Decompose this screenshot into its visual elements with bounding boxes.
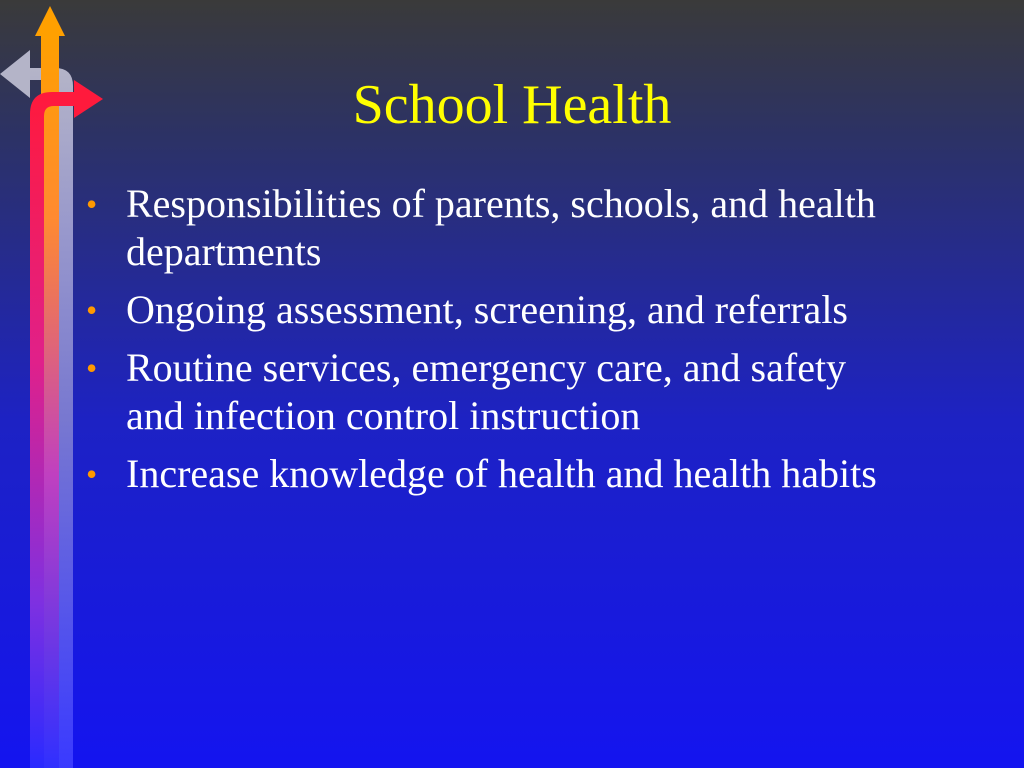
bullet-item: [84, 286, 904, 334]
bullet-item: [84, 344, 904, 440]
bullet-text: Routine services, emergency care, and safety and infection control instruction: [126, 345, 847, 438]
bullet-item: [84, 450, 904, 498]
slide-title: School Health: [352, 74, 672, 136]
bullet-dot-icon: •: [86, 456, 98, 492]
bullet-list: [84, 180, 904, 508]
bullet-text: Responsibilities of parents, schools, and health departments: [126, 181, 876, 274]
bullet-text: Increase knowledge of health and health habits: [126, 451, 877, 496]
bullet-dot-icon: •: [86, 350, 98, 386]
bullet-dot-icon: •: [86, 292, 98, 328]
bullet-item: [84, 180, 904, 276]
bullet-dot-icon: •: [86, 186, 98, 222]
bullet-text: Ongoing assessment, screening, and referrals: [126, 287, 848, 332]
